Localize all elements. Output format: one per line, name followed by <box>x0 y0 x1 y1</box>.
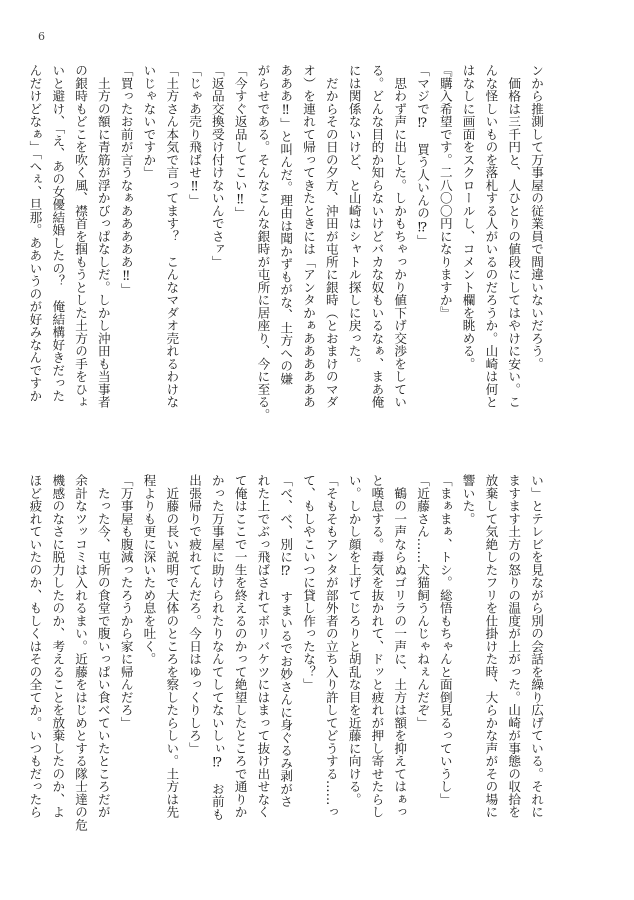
text-line: 「じゃあ売り飛ばせ‼」 <box>187 64 203 207</box>
text-line: 「べ、べ、別に⁉ すまいるでお妙さんに身ぐるみ剥がさ <box>278 474 294 808</box>
text-line: て、もしやこいつに貸し作ったな？」 <box>301 474 317 691</box>
text-line: かった万事屋に助けられたりなんてしてないしぃ⁉ お前も <box>209 474 225 821</box>
text-line: んだけどなぁ」「へぇ、旦那。ああいうのが好みなんですか <box>27 64 43 402</box>
text-line: と嘆息する。毒気を抜かれて、ドッと疲れが押し寄せたらし <box>369 474 385 819</box>
text-line: 響いた。 <box>460 474 476 525</box>
text-line: 余計なツッコミは入れるまい。近藤をはじめとする隊士達の危 <box>73 474 89 831</box>
text-line: 「マジで⁉ 買う人いんの⁉」 <box>415 64 431 248</box>
text-line: 「近藤さん……犬猫飼うんじゃねぇんだぞ」 <box>415 474 431 729</box>
text-line: 機感のなさに脱力したのか、考えることを放棄したのか、よ <box>50 474 66 819</box>
text-line: 「今すぐ返品してこい‼」 <box>232 64 248 220</box>
text-line: たった今、屯所の食堂で腹いっぱい食べていたところだが <box>95 474 111 819</box>
text-line: 『購入希望です。二八〇〇円になりますか』 <box>437 64 453 319</box>
text-line: だからその日の夕方、沖田が屯所に銀時（とおまけのマダ <box>323 64 339 409</box>
text-line: ほど疲れていたのか、もしくはその全てか。いつもだったら <box>27 474 43 819</box>
text-line: る。どんな目的か知らないけどバカな奴もいるなぁ、まあ俺 <box>369 64 385 409</box>
text-line: 鶴の一声ならぬゴリラの一声に、土方は額を抑えてはぁっ <box>392 474 408 819</box>
text-line: はなしに画面をスクロールし、コメント欄を眺める。 <box>460 64 476 370</box>
text-line: 出張帰りで疲れてんだろ。今日はゆっくりしろ」 <box>187 474 203 755</box>
text-line: の銀時もどこを吹く風、襟首を掴もうとした土方の手をひょ <box>73 64 89 409</box>
text-line: んな怪しいものを落札する人がいるのだろうか。山崎は何と <box>483 64 499 409</box>
text-line: ンから推測して万事屋の従業員で間違いないだろう。 <box>529 64 544 370</box>
text-line: 「買ったお前が言うなぁあああああ‼」 <box>118 64 134 296</box>
text-line: れた上でぶっ飛ばされてボリバケツにはまって抜け出せなく <box>255 474 271 819</box>
text-line: い。しかし顔を上げてじろりと胡乱な目を近藤に向ける。 <box>346 474 362 806</box>
text-line: 「返品交換受け付けないんでさァ」 <box>209 64 225 268</box>
text-line: 「万事屋も腹減ったろうから家に帰んだろ」 <box>118 474 134 729</box>
text-line: 「まぁまぁ、トシ。総悟もちゃんと面倒見るっていうし」 <box>437 474 453 806</box>
text-line: 思わず声に出した。しかもちゃっかり値下げ交渉をしてい <box>392 64 408 409</box>
text-line: いと避け、「え、あの女優結婚したの？ 俺結構好きだった <box>50 64 66 402</box>
text-line: 土方の額に青筋が浮かびっぱなしだ。しかし沖田も当事者 <box>95 64 111 409</box>
text-line: あああ‼」と叫んだ。理由は聞かずもがな、土方への嫌 <box>278 64 294 386</box>
text-line: には関係ないけど、と山崎はシャトル探しに戻った。 <box>346 64 362 370</box>
text-line: 「そもそもアンタが部外者の立ち入り許してどうする……っ <box>323 474 339 819</box>
text-line: い」とテレビを見ながら別の会話を繰り広げている。それに <box>529 474 544 819</box>
text-line: 近藤の長い説明で大体のところを察したらしい。土方は先 <box>164 474 180 819</box>
text-line: 価格は三千円と、人ひとりの値段にしてはやけに安い。こ <box>506 64 522 409</box>
text-line: いじゃないですか」 <box>141 64 157 179</box>
upper-text-block <box>27 64 547 442</box>
page-number: 6 <box>38 30 45 43</box>
text-line: 放棄して気絶したフリを仕掛けた時、大らかな声がその場に <box>483 474 499 819</box>
text-line: て俺はここで一生を終えるのかって絶望したところで通りか <box>232 474 248 819</box>
text-line: がらせである。そんなこんな銀時が屯所に居座り、今に至る。 <box>255 64 271 421</box>
text-line: 「土方さん本気で言ってます？ こんなマダオ売れるわけな <box>164 64 180 409</box>
lower-text-block <box>27 474 547 852</box>
text-line: 程よりも更に深いため息を吐く。 <box>141 474 157 666</box>
text-line: ますます土方の怒りの温度が上がった。山崎が事態の収拾を <box>506 474 522 819</box>
text-line: オ）を連れて帰ってきたときには「アンタかぁああああああ <box>301 64 317 409</box>
